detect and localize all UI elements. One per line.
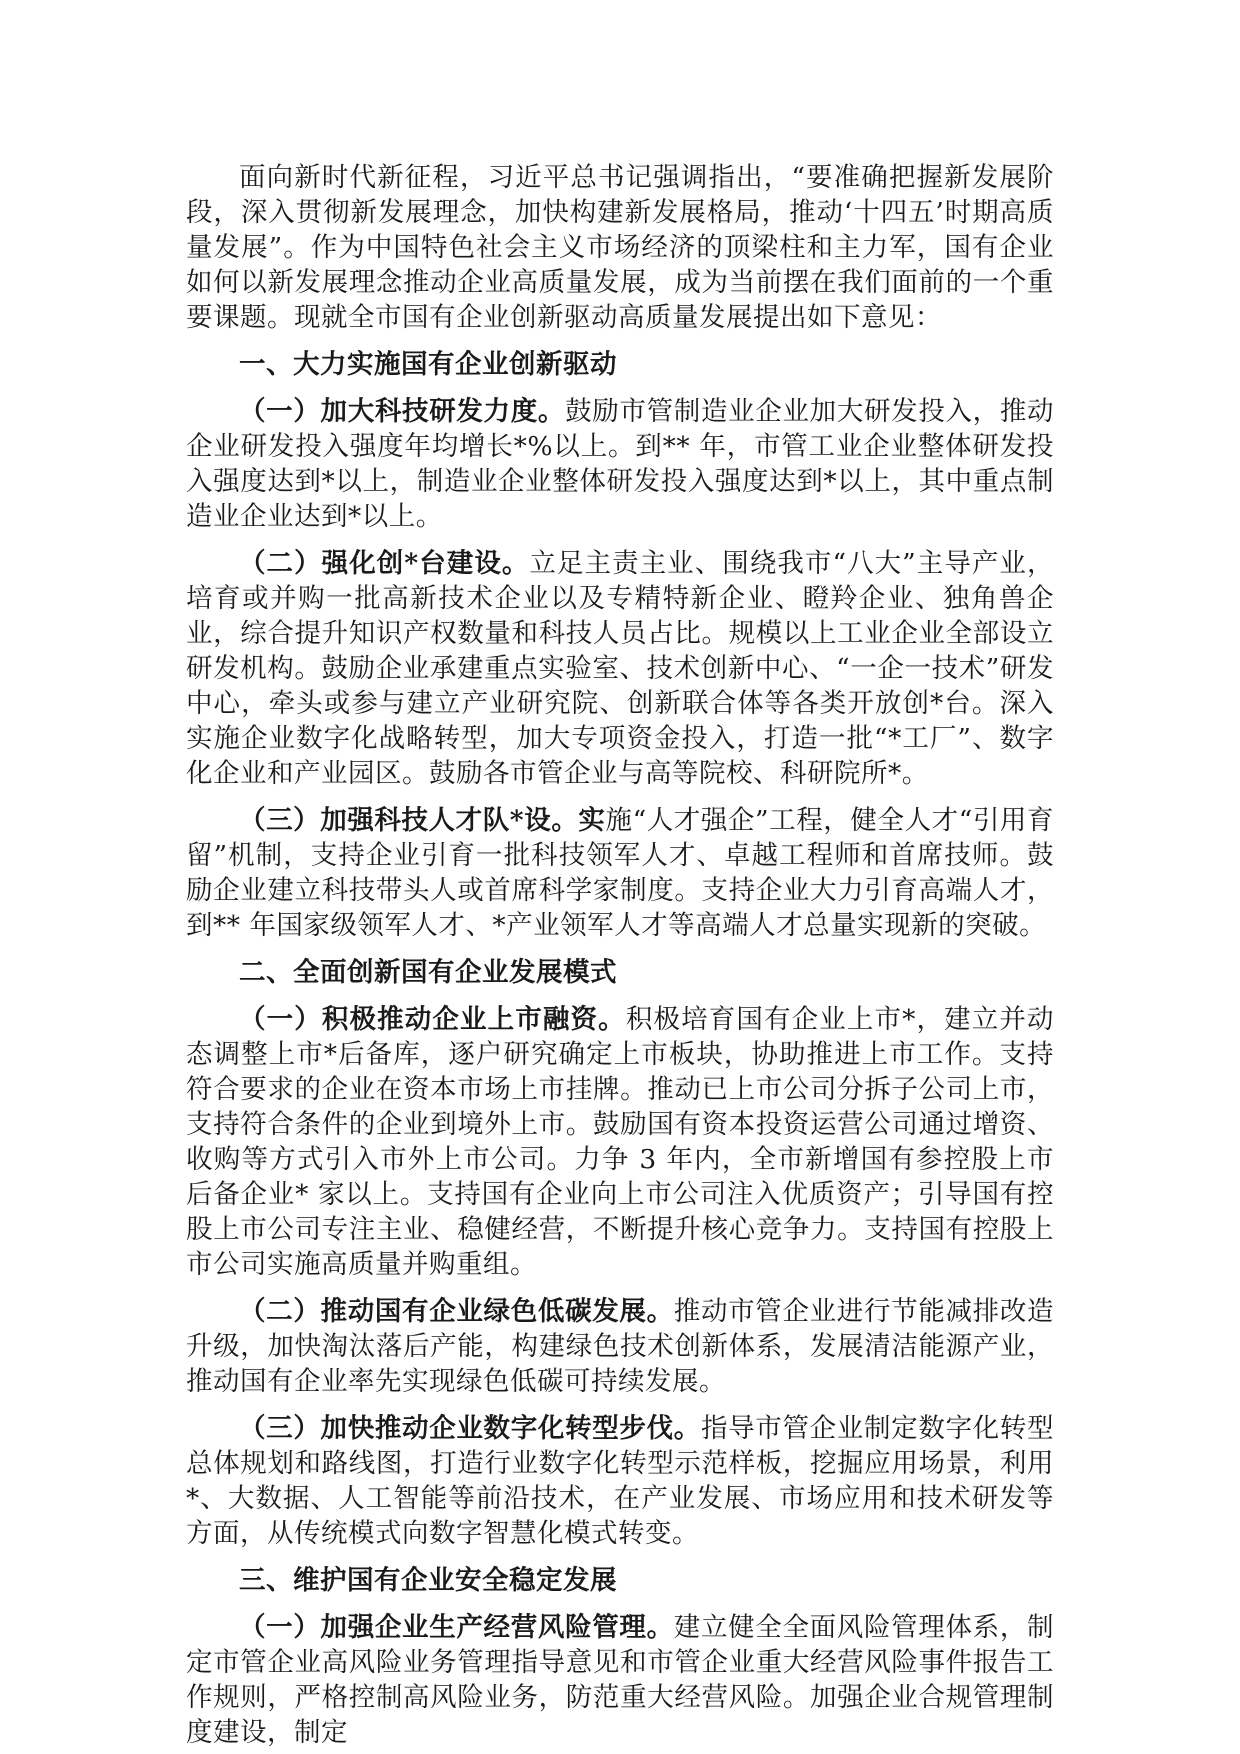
item-lead: （一）加大科技研发力度。: [239, 396, 566, 427]
item-lead: （一）积极推动企业上市融资。: [239, 1004, 626, 1035]
item-lead: （二）强化创*台建设。: [239, 548, 530, 579]
item-body: 建立健全全面风险管理体系，制定市管企业高风险业务管理指导意见和市管企业重大经营风险事件报告工作规则，严格控制高风险业务，防范重大经营风险。加强企业合规管理制度建设，制定: [186, 1612, 1055, 1748]
section-heading-2: 二、全面创新国有企业发展模式: [239, 957, 617, 988]
item-lead: （三）加强科技人才队*设。实: [239, 805, 606, 836]
item-body: 鼓励市管制造业企业加大研发投入，推动企业研发投入强度年均增长*%以上。到** 年，市管工业企业整体研发投入强度达到*以上，制造业企业整体研发投入强度达到*以上，其中重点制造业企业达到*以上。: [186, 396, 1055, 532]
item-lead: （二）推动国有企业绿色低碳发展。: [239, 1296, 674, 1327]
section-1-item-3: [186, 803, 1054, 943]
section-2-item-2: [186, 1294, 1054, 1399]
section-3-item-1: [186, 1610, 1054, 1750]
section-2-item-1: [186, 1002, 1054, 1282]
item-body: 立足主责主业、围绕我市“八大”主导产业，培育或并购一批高新技术企业以及专精特新企业、瞪羚企业、独角兽企业，综合提升知识产权数量和科技人员占比。规模以上工业企业全部设立研发机构。鼓励企业承建重点实验室、技术创新中心、“一企一技术”研发中心，牵头或参与建立产业研究院、创新联合体等各类开放创*台。深入实施企业数字化战略转型，加大专项资金投入，打造一批“*工厂”、数字化企业和产业园区。鼓励各市管企业与高等院校、科研院所*。: [186, 548, 1054, 789]
section-2-item-3: [186, 1411, 1054, 1551]
item-lead: （一）加强企业生产经营风险管理。: [239, 1612, 674, 1643]
section-1-item-1: [186, 394, 1054, 534]
item-lead: （三）加快推动企业数字化转型步伐。: [239, 1413, 701, 1444]
item-body: 施“人才强企”工程，健全人才“引用育留”机制，支持企业引育一批科技领军人才、卓越工程师和首席技师。鼓励企业建立科技带头人或首席科学家制度。支持企业大力引育高端人才，到** 年国家级领军人才、*产业领军人才等高端人才总量实现新的突破。: [186, 805, 1054, 941]
item-body: 积极培育国有企业上市*，建立并动态调整上市*后备库，逐户研究确定上市板块，协助推进上市工作。支持符合要求的企业在资本市场上市挂牌。推动已上市公司分拆子公司上市，支持符合条件的企业到境外上市。鼓励国有资本投资运营公司通过增资、收购等方式引入市外上市公司。力争 3 年内，全市新增国有参控股上市后备企业* 家以上。支持国有企业向上市公司注入优质资产；引导国有控股上市公司专注主业、稳健经营，不断提升核心竞争力。支持国有控股上市公司实施高质量并购重组。: [186, 1004, 1055, 1280]
section-heading-3: 三、维护国有企业安全稳定发展: [239, 1565, 617, 1596]
section-1-item-2: [186, 546, 1054, 791]
item-body: 指导市管企业制定数字化转型总体规划和路线图，打造行业数字化转型示范样板，挖掘应用场景，利用*、大数据、人工智能等前沿技术，在产业发展、市场应用和技术研发等方面，从传统模式向数字智慧化模式转变。: [186, 1413, 1055, 1549]
item-body: 推动市管企业进行节能减排改造升级，加快淘汰落后产能，构建绿色技术创新体系，发展清洁能源产业，推动国有企业率先实现绿色低碳可持续发展。: [186, 1296, 1055, 1397]
intro-paragraph: 面向新时代新征程，习近平总书记强调指出，“要准确把握新发展阶段，深入贯彻新发展理念，加快构建新发展格局，推动‘十四五’时期高质量发展”。作为中国特色社会主义市场经济的顶梁柱和主力军，国有企业如何以新发展理念推动企业高质量发展，成为当前摆在我们面前的一个重要课题。现就全市国有企业创新驱动高质量发展提出如下意见：: [186, 162, 1054, 333]
section-heading-1: 一、大力实施国有企业创新驱动: [239, 349, 617, 380]
